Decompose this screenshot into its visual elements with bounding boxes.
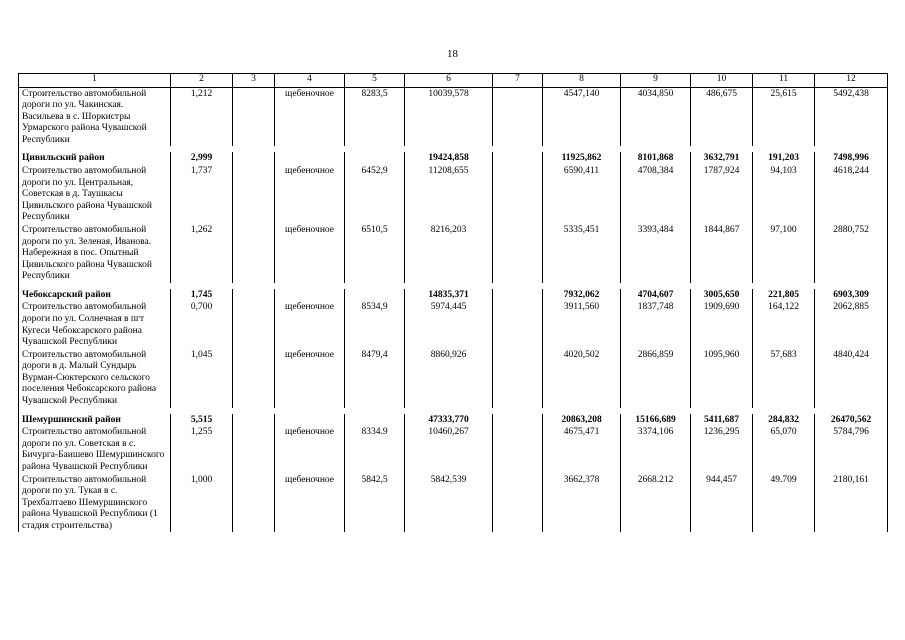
cell-col-4 — [275, 289, 345, 302]
cell-col-10: 5411,687 — [691, 414, 753, 427]
cell-col-8: 4547,140 — [543, 87, 621, 146]
cell-col-4: щебеночное — [275, 426, 345, 473]
cell-col-12: 6903,309 — [815, 289, 888, 302]
cell-col-9: 4704,607 — [621, 289, 691, 302]
cell-col-12: 2062,885 — [815, 301, 888, 348]
cell-object-name: Строительство автомобильной дороги в д. Малый Сундырь Вурман-Сюктерского сельского поселения Чебоксарского района Чувашской Республики — [19, 349, 171, 408]
cell-col-6: 11208,655 — [405, 165, 493, 224]
cell-col-10: 1787,924 — [691, 165, 753, 224]
cell-col-6: 14835,371 — [405, 289, 493, 302]
table-row — [19, 224, 888, 283]
cell-col-11: 191,203 — [753, 152, 815, 165]
cell-col-11: 164,122 — [753, 301, 815, 348]
cell-col-8: 3911,560 — [543, 301, 621, 348]
cell-col-5: 5842,5 — [345, 474, 405, 533]
column-number-8: 8 — [543, 74, 621, 88]
cell-col-7 — [493, 289, 543, 302]
cell-col-12: 2180,161 — [815, 474, 888, 533]
cell-object-name: Цивильский район — [19, 152, 171, 165]
table-row — [19, 301, 888, 348]
cell-col-2: 1,000 — [171, 474, 233, 533]
cell-object-name: Чебоксарский район — [19, 289, 171, 302]
cell-col-5: 6452,9 — [345, 165, 405, 224]
cell-col-3 — [233, 289, 275, 302]
cell-object-name: Строительство автомобильной дороги по ул. Зеленая, Иванова. Набережная в пос. Опытный Цивильского района Чувашской Республики — [19, 224, 171, 283]
cell-col-5: 8334.9 — [345, 426, 405, 473]
cell-col-6: 47333,770 — [405, 414, 493, 427]
cell-col-6: 10460,267 — [405, 426, 493, 473]
cell-col-2: 1,262 — [171, 224, 233, 283]
cell-col-3 — [233, 349, 275, 408]
cell-col-12: 7498,996 — [815, 152, 888, 165]
cell-col-8: 6590,411 — [543, 165, 621, 224]
cell-col-4: щебеночное — [275, 165, 345, 224]
cell-col-7 — [493, 87, 543, 146]
cell-col-10: 944,457 — [691, 474, 753, 533]
cell-object-name: Строительство автомобильной дороги по ул. Чакинская. Васильева в с. Шоркистры Урмарского района Чувашской Республики — [19, 87, 171, 146]
column-number-9: 9 — [621, 74, 691, 88]
cell-col-3 — [233, 426, 275, 473]
cell-col-3 — [233, 474, 275, 533]
cell-object-name: Строительство автомобильной дороги по ул. Тукая в с. Трехбалтаево Шемуршинского района Чувашской Республики (1 стадия строительства) — [19, 474, 171, 533]
cell-col-11: 25,615 — [753, 87, 815, 146]
cell-col-3 — [233, 152, 275, 165]
cell-col-12: 4840,424 — [815, 349, 888, 408]
cell-col-11: 221,805 — [753, 289, 815, 302]
cell-col-9: 4708,384 — [621, 165, 691, 224]
cell-col-9: 3374,106 — [621, 426, 691, 473]
cell-col-10: 1095,960 — [691, 349, 753, 408]
column-number-1: 1 — [19, 74, 171, 88]
cell-col-9: 2866,859 — [621, 349, 691, 408]
cell-col-4: щебеночное — [275, 474, 345, 533]
cell-col-11: 65,070 — [753, 426, 815, 473]
cell-col-10: 1236,295 — [691, 426, 753, 473]
cell-col-5: 8534,9 — [345, 301, 405, 348]
cell-col-5 — [345, 289, 405, 302]
cell-col-10: 1844,867 — [691, 224, 753, 283]
cell-col-12: 2880,752 — [815, 224, 888, 283]
table-column-number-row — [19, 74, 888, 88]
cell-col-2: 2,999 — [171, 152, 233, 165]
cell-col-7 — [493, 474, 543, 533]
cell-col-9: 15166,689 — [621, 414, 691, 427]
cell-col-6: 5842,539 — [405, 474, 493, 533]
cell-col-9: 2668.212 — [621, 474, 691, 533]
cell-col-4 — [275, 414, 345, 427]
cell-col-5 — [345, 152, 405, 165]
table-body — [19, 87, 888, 532]
cell-object-name: Строительство автомобильной дороги по ул. Центральная, Советская в д. Таушкасы Цивильского района Чувашской Республики — [19, 165, 171, 224]
cell-col-8: 5335,451 — [543, 224, 621, 283]
table-row — [19, 165, 888, 224]
column-number-4: 4 — [275, 74, 345, 88]
data-table-container — [18, 73, 887, 532]
cell-col-4: щебеночное — [275, 224, 345, 283]
cell-col-3 — [233, 224, 275, 283]
cell-col-2: 1,737 — [171, 165, 233, 224]
cell-col-11: 57,683 — [753, 349, 815, 408]
cell-col-7 — [493, 224, 543, 283]
column-number-10: 10 — [691, 74, 753, 88]
cell-col-8: 3662,378 — [543, 474, 621, 533]
cell-col-7 — [493, 414, 543, 427]
column-number-12: 12 — [815, 74, 888, 88]
column-number-2: 2 — [171, 74, 233, 88]
page-number: 18 — [447, 48, 458, 60]
cell-col-8: 20863,208 — [543, 414, 621, 427]
data-table — [18, 73, 888, 532]
cell-col-10: 486,675 — [691, 87, 753, 146]
cell-col-6: 8216,203 — [405, 224, 493, 283]
cell-col-2: 1,045 — [171, 349, 233, 408]
cell-col-8: 4675,471 — [543, 426, 621, 473]
cell-col-8: 11925,862 — [543, 152, 621, 165]
cell-col-11: 284,832 — [753, 414, 815, 427]
cell-col-9: 4034,850 — [621, 87, 691, 146]
cell-object-name: Строительство автомобильной дороги по ул. Советская в с. Бичурга-Баишево Шемуршинского района Чувашской Республики — [19, 426, 171, 473]
table-row — [19, 474, 888, 533]
cell-col-7 — [493, 349, 543, 408]
cell-col-6: 5974,445 — [405, 301, 493, 348]
cell-col-6: 8860,926 — [405, 349, 493, 408]
cell-col-5: 8479,4 — [345, 349, 405, 408]
table-row — [19, 426, 888, 473]
cell-col-6: 19424,858 — [405, 152, 493, 165]
cell-col-8: 4020,502 — [543, 349, 621, 408]
cell-col-10: 1909,690 — [691, 301, 753, 348]
cell-col-3 — [233, 165, 275, 224]
column-number-7: 7 — [493, 74, 543, 88]
cell-col-10: 3005,650 — [691, 289, 753, 302]
cell-col-9: 8101,868 — [621, 152, 691, 165]
cell-col-2: 1,745 — [171, 289, 233, 302]
column-number-6: 6 — [405, 74, 493, 88]
cell-col-3 — [233, 301, 275, 348]
cell-col-5 — [345, 414, 405, 427]
cell-col-7 — [493, 165, 543, 224]
cell-col-6: 10039,578 — [405, 87, 493, 146]
cell-col-5: 8283,5 — [345, 87, 405, 146]
cell-col-12: 5784,796 — [815, 426, 888, 473]
cell-col-4: щебеночное — [275, 87, 345, 146]
cell-col-2: 5,515 — [171, 414, 233, 427]
cell-col-5: 6510,5 — [345, 224, 405, 283]
cell-col-3 — [233, 87, 275, 146]
cell-col-2: 0,700 — [171, 301, 233, 348]
table-row — [19, 87, 888, 146]
cell-col-9: 1837,748 — [621, 301, 691, 348]
cell-col-4: щебеночное — [275, 349, 345, 408]
cell-col-2: 1,212 — [171, 87, 233, 146]
cell-col-9: 3393,484 — [621, 224, 691, 283]
table-row — [19, 349, 888, 408]
cell-col-4: щебеночное — [275, 301, 345, 348]
cell-col-7 — [493, 152, 543, 165]
cell-col-11: 97,100 — [753, 224, 815, 283]
cell-col-4 — [275, 152, 345, 165]
cell-col-3 — [233, 414, 275, 427]
cell-col-7 — [493, 426, 543, 473]
cell-col-12: 4618,244 — [815, 165, 888, 224]
cell-object-name: Строительство автомобильной дороги по ул. Солнечная в пгт Кугеси Чебоксарского района Чувашской Республики — [19, 301, 171, 348]
column-number-11: 11 — [753, 74, 815, 88]
cell-col-12: 26470,562 — [815, 414, 888, 427]
column-number-5: 5 — [345, 74, 405, 88]
cell-col-11: 94,103 — [753, 165, 815, 224]
cell-object-name: Шемуршинский район — [19, 414, 171, 427]
table-row-section — [19, 152, 888, 165]
cell-col-12: 5492,438 — [815, 87, 888, 146]
cell-col-11: 49.709 — [753, 474, 815, 533]
cell-col-2: 1,255 — [171, 426, 233, 473]
table-row-section — [19, 414, 888, 427]
cell-col-10: 3632,791 — [691, 152, 753, 165]
column-number-3: 3 — [233, 74, 275, 88]
cell-col-7 — [493, 301, 543, 348]
cell-col-8: 7932,062 — [543, 289, 621, 302]
table-row-section — [19, 289, 888, 302]
